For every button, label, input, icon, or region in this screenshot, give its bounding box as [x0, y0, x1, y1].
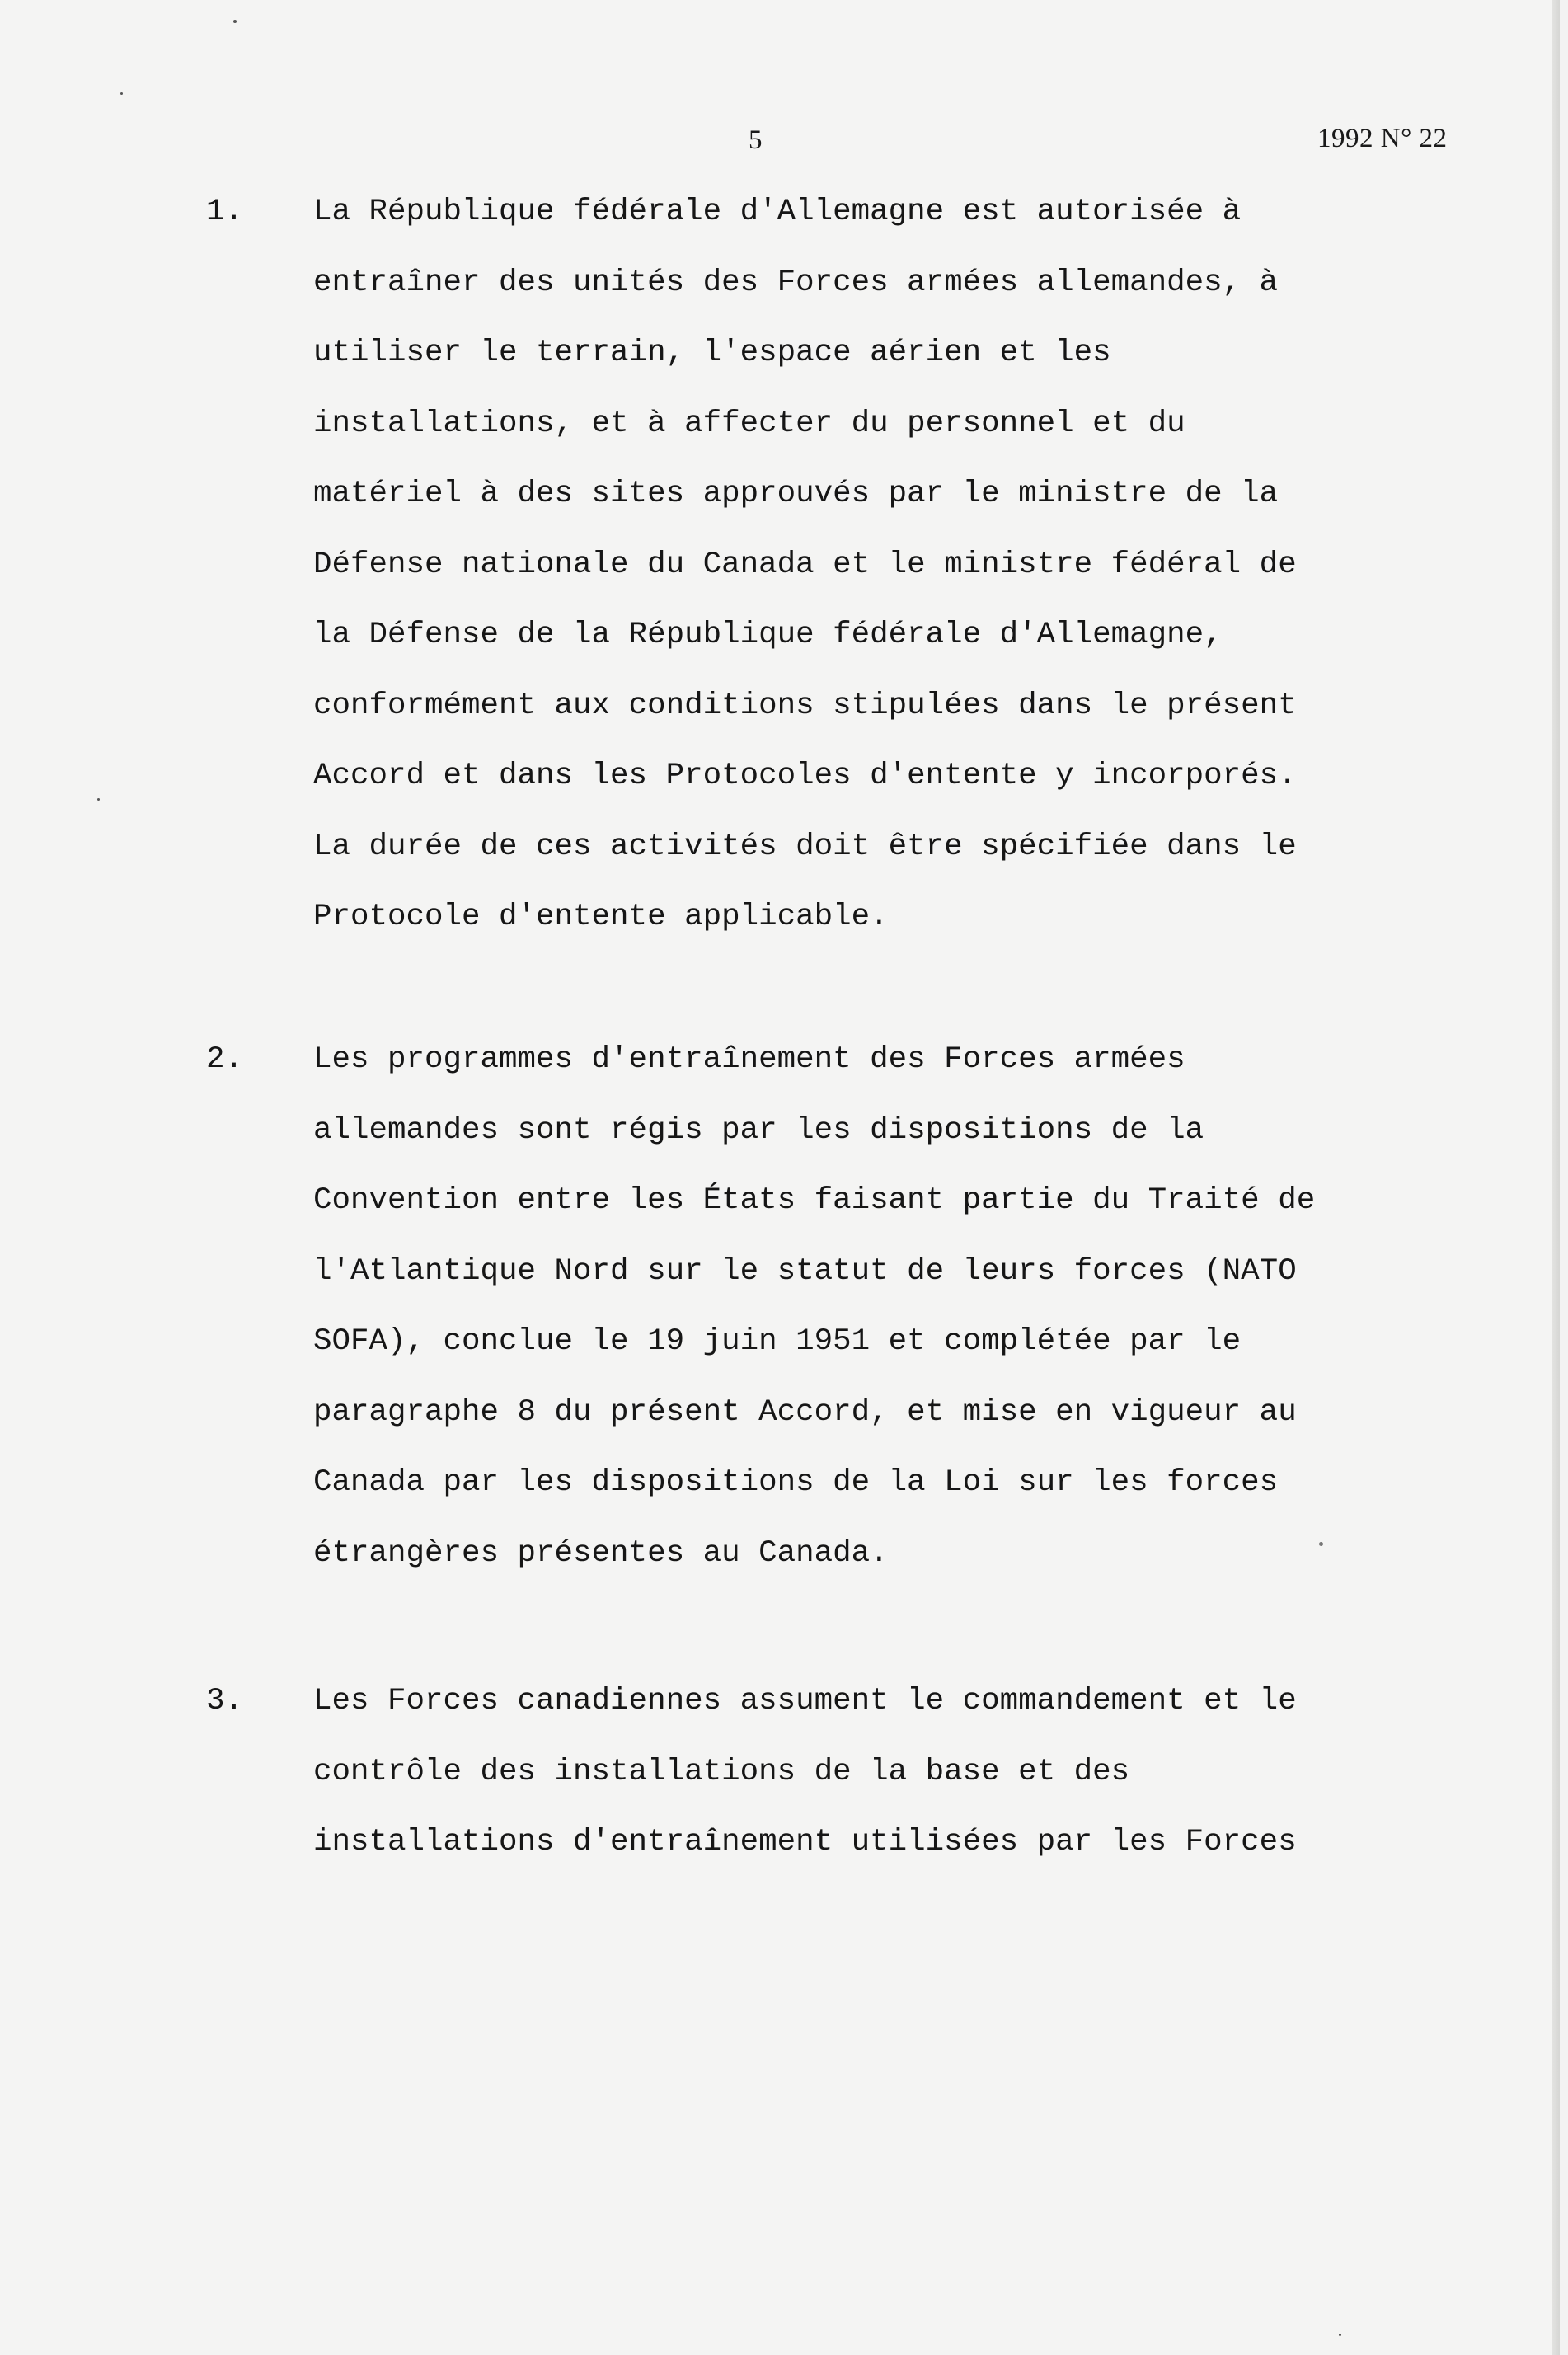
paper-speck	[1339, 2334, 1341, 2336]
paragraph-line: paragraphe 8 du présent Accord, et mise en vigueur au	[313, 1394, 1297, 1430]
paragraph-line: Les programmes d'entraînement des Forces armées	[313, 1042, 1185, 1077]
paragraph-line: La République fédérale d'Allemagne est autorisée à	[313, 195, 1242, 229]
paragraph-number: 1.	[206, 195, 244, 229]
paper-speck	[97, 798, 100, 801]
paragraph-line: SOFA), conclue le 19 juin 1951 et complétée par le	[313, 1324, 1242, 1359]
paragraph-line: Protocole d'entente applicable.	[313, 900, 889, 934]
page-number: 5	[749, 125, 763, 155]
paragraph-line: installations, et à affecter du personnel et du	[313, 406, 1185, 441]
paragraph-line: Les Forces canadiennes assument le commandement et le	[313, 1684, 1297, 1718]
paragraph-line: matériel à des sites approuvés par le ministre de la	[313, 477, 1279, 511]
paper-speck	[120, 92, 123, 95]
paragraph-line: Canada par les dispositions de la Loi sur les forces	[313, 1465, 1279, 1500]
paragraph-number: 3.	[206, 1684, 244, 1718]
paragraph-line: Défense nationale du Canada et le ministre fédéral de	[313, 547, 1297, 582]
paragraph-line: installations d'entraînement utilisées par les Forces	[313, 1825, 1297, 1859]
paragraph-line: entraîner des unités des Forces armées allemandes, à	[313, 265, 1279, 300]
paragraph-line: utiliser le terrain, l'espace aérien et les	[313, 336, 1111, 370]
paragraph-2	[206, 1025, 1476, 1589]
paragraph-line: Convention entre les États faisant partie du Traité de	[313, 1183, 1316, 1218]
paragraph-line: l'Atlantique Nord sur le statut de leurs forces (NATO	[313, 1253, 1297, 1289]
paragraph-line: La durée de ces activités doit être spécifiée dans le	[313, 829, 1297, 864]
paragraph-3	[206, 1666, 1476, 1878]
paragraph-line: la Défense de la République fédérale d'Allemagne,	[313, 618, 1223, 652]
paragraph-line: Accord et dans les Protocoles d'entente y incorporés.	[313, 759, 1297, 793]
paragraph-line: étrangères présentes au Canada.	[313, 1535, 889, 1571]
document-reference: 1992 N° 22	[1317, 124, 1448, 153]
paper-speck	[233, 20, 237, 23]
paragraph-1	[206, 177, 1476, 953]
paragraph-line: allemandes sont régis par les dispositions de la	[313, 1112, 1204, 1148]
paragraph-number: 2.	[206, 1042, 244, 1077]
paragraph-line: contrôle des installations de la base et des	[313, 1754, 1130, 1789]
paragraph-line: conformément aux conditions stipulées dans le présent	[313, 688, 1297, 723]
page-edge	[1552, 0, 1560, 2355]
